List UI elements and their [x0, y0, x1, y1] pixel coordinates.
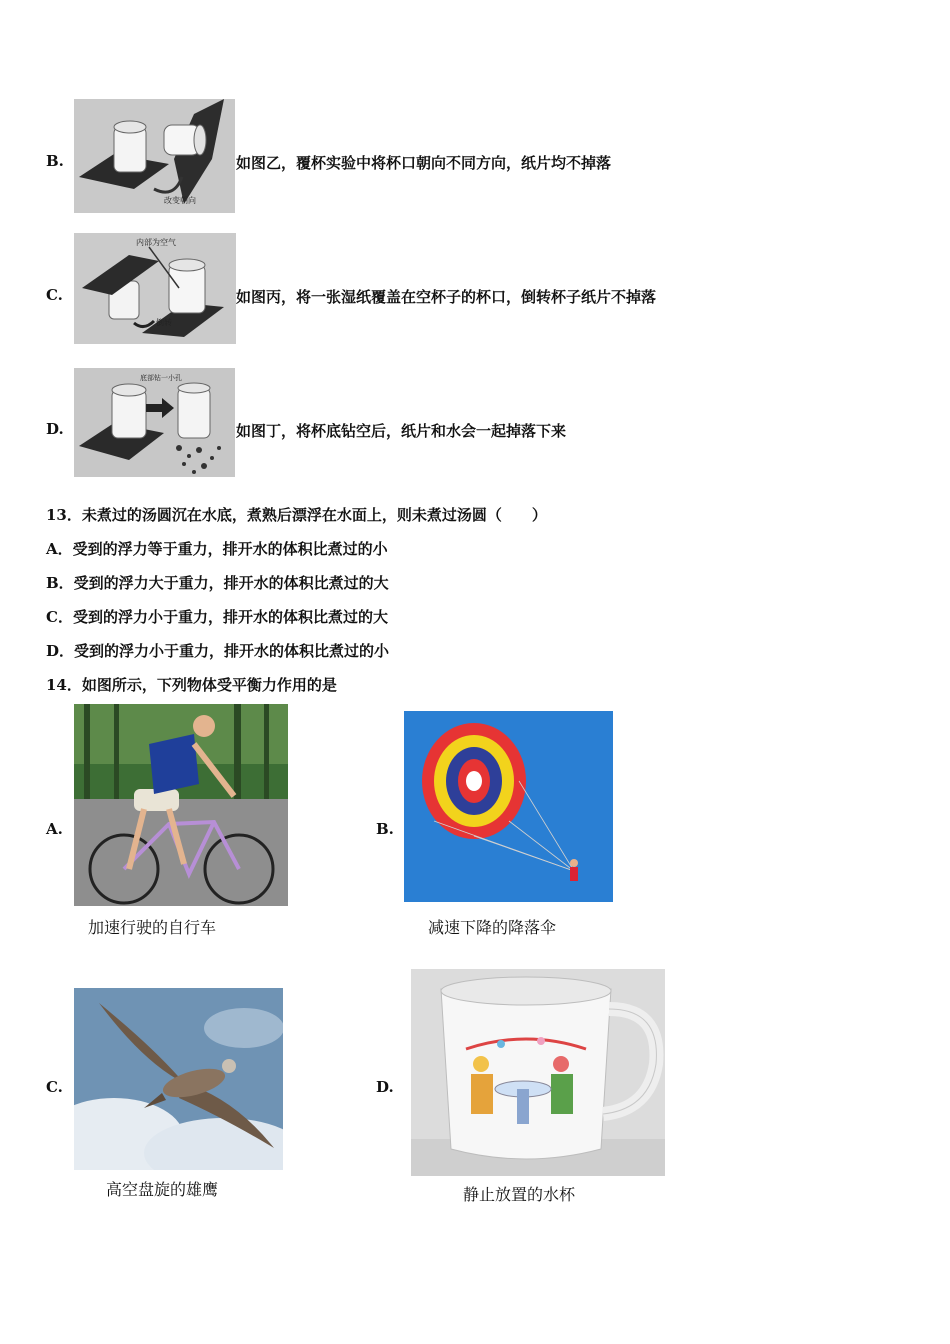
parachute-photo: [404, 711, 613, 902]
answer-option-c: C．受到的浮力小于重力，排开水的体积比煮过的大: [46, 608, 388, 626]
cup-hole-figure: [74, 368, 235, 477]
cup-rotation-figure: [74, 99, 235, 213]
image-caption: 高空盘旋的雄鹰: [106, 1180, 219, 1199]
option-letter: C.: [46, 286, 63, 304]
question-stem: 14．如图所示，下列物体受平衡力作用的是: [46, 676, 337, 694]
option-text: 如图丙，将一张湿纸覆盖在空杯子的杯口，倒转杯子纸片不掉落: [236, 288, 657, 306]
answer-option-b: B．受到的浮力大于重力，排开水的体积比煮过的大: [46, 574, 389, 592]
answer-option-a: A．受到的浮力等于重力，排开水的体积比煮过的小: [46, 540, 388, 558]
option-text: 如图丁，将杯底钻空后，纸片和水会一起掉落下来: [236, 422, 567, 440]
figure-label: 内部为空气: [136, 238, 176, 247]
image-caption: 加速行驶的自行车: [88, 918, 217, 937]
question-stem: 13．未煮过的汤圆沉在水底，煮熟后漂浮在水面上，则未煮过汤圆（ ）: [46, 506, 547, 524]
eagle-photo: [74, 988, 283, 1170]
cup-photo: [411, 969, 665, 1176]
figure-label: 倒转: [156, 318, 172, 327]
figure-label: 改变朝向: [164, 196, 196, 205]
option-letter: D.: [46, 420, 64, 438]
option-letter: B.: [46, 152, 64, 170]
bicycle-photo: [74, 704, 288, 906]
option-text: 如图乙，覆杯实验中将杯口朝向不同方向，纸片均不掉落: [236, 154, 612, 172]
cup-invert-figure: [74, 233, 236, 344]
option-letter: D.: [376, 1078, 394, 1096]
option-letter: C.: [46, 1078, 63, 1096]
answer-option-d: D．受到的浮力小于重力，排开水的体积比煮过的小: [46, 642, 390, 660]
figure-label: 底部钻一小孔: [140, 374, 182, 382]
image-caption: 减速下降的降落伞: [428, 918, 557, 937]
option-letter: B.: [376, 820, 394, 838]
image-caption: 静止放置的水杯: [463, 1185, 576, 1204]
option-letter: A.: [46, 820, 63, 838]
